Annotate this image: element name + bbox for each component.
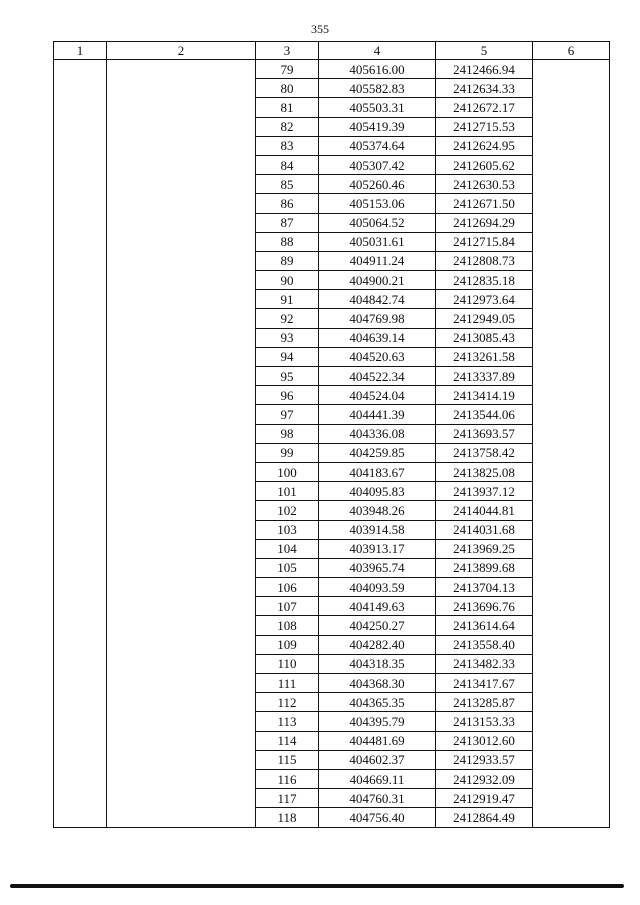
x-coordinate-cell: 403948.26 <box>319 501 436 520</box>
point-number-cell: 98 <box>256 424 319 443</box>
x-coordinate-cell: 404250.27 <box>319 616 436 635</box>
x-coordinate-cell: 404522.34 <box>319 367 436 386</box>
x-coordinate-cell: 404602.37 <box>319 750 436 769</box>
x-coordinate-cell: 404769.98 <box>319 309 436 328</box>
point-number-cell: 114 <box>256 731 319 750</box>
point-number-cell: 80 <box>256 79 319 98</box>
point-number-cell: 88 <box>256 232 319 251</box>
y-coordinate-cell: 2413417.67 <box>436 674 533 693</box>
point-number-cell: 108 <box>256 616 319 635</box>
y-coordinate-cell: 2412694.29 <box>436 213 533 232</box>
y-coordinate-cell: 2412671.50 <box>436 194 533 213</box>
x-coordinate-cell: 404259.85 <box>319 443 436 462</box>
point-number-cell: 84 <box>256 155 319 174</box>
y-coordinate-cell: 2413825.08 <box>436 462 533 481</box>
x-coordinate-cell: 404756.40 <box>319 808 436 827</box>
column-1-cell <box>54 60 107 828</box>
y-coordinate-cell: 2413696.76 <box>436 597 533 616</box>
x-coordinate-cell: 404282.40 <box>319 635 436 654</box>
point-number-cell: 87 <box>256 213 319 232</box>
x-coordinate-cell: 404639.14 <box>319 328 436 347</box>
y-coordinate-cell: 2412808.73 <box>436 251 533 270</box>
x-coordinate-cell: 404900.21 <box>319 271 436 290</box>
x-coordinate-cell: 404669.11 <box>319 769 436 788</box>
y-coordinate-cell: 2412932.09 <box>436 769 533 788</box>
x-coordinate-cell: 403965.74 <box>319 558 436 577</box>
point-number-cell: 86 <box>256 194 319 213</box>
x-coordinate-cell: 404441.39 <box>319 405 436 424</box>
x-coordinate-cell: 404524.04 <box>319 386 436 405</box>
y-coordinate-cell: 2412835.18 <box>436 271 533 290</box>
column-header: 1 <box>54 42 107 60</box>
point-number-cell: 107 <box>256 597 319 616</box>
y-coordinate-cell: 2413544.06 <box>436 405 533 424</box>
point-number-cell: 118 <box>256 808 319 827</box>
point-number-cell: 81 <box>256 98 319 117</box>
x-coordinate-cell: 404368.30 <box>319 674 436 693</box>
y-coordinate-cell: 2412715.53 <box>436 117 533 136</box>
y-coordinate-cell: 2413758.42 <box>436 443 533 462</box>
y-coordinate-cell: 2413704.13 <box>436 578 533 597</box>
x-coordinate-cell: 404336.08 <box>319 424 436 443</box>
x-coordinate-cell: 405307.42 <box>319 155 436 174</box>
point-number-cell: 103 <box>256 520 319 539</box>
x-coordinate-cell: 405064.52 <box>319 213 436 232</box>
column-header: 6 <box>533 42 610 60</box>
column-6-cell <box>533 60 610 828</box>
x-coordinate-cell: 404842.74 <box>319 290 436 309</box>
y-coordinate-cell: 2412672.17 <box>436 98 533 117</box>
x-coordinate-cell: 404318.35 <box>319 654 436 673</box>
y-coordinate-cell: 2413085.43 <box>436 328 533 347</box>
x-coordinate-cell: 404395.79 <box>319 712 436 731</box>
y-coordinate-cell: 2412949.05 <box>436 309 533 328</box>
header-row <box>54 42 610 60</box>
point-number-cell: 109 <box>256 635 319 654</box>
table-body <box>54 60 610 828</box>
column-header: 2 <box>107 42 256 60</box>
point-number-cell: 112 <box>256 693 319 712</box>
point-number-cell: 90 <box>256 271 319 290</box>
x-coordinate-cell: 403914.58 <box>319 520 436 539</box>
y-coordinate-cell: 2412634.33 <box>436 79 533 98</box>
y-coordinate-cell: 2413285.87 <box>436 693 533 712</box>
coordinates-table <box>53 41 610 828</box>
x-coordinate-cell: 405419.39 <box>319 117 436 136</box>
y-coordinate-cell: 2413153.33 <box>436 712 533 731</box>
point-number-cell: 94 <box>256 347 319 366</box>
x-coordinate-cell: 404093.59 <box>319 578 436 597</box>
point-number-cell: 100 <box>256 462 319 481</box>
x-coordinate-cell: 404095.83 <box>319 482 436 501</box>
x-coordinate-cell: 405374.64 <box>319 136 436 155</box>
column-header: 5 <box>436 42 533 60</box>
y-coordinate-cell: 2412919.47 <box>436 789 533 808</box>
point-number-cell: 92 <box>256 309 319 328</box>
x-coordinate-cell: 404911.24 <box>319 251 436 270</box>
point-number-cell: 82 <box>256 117 319 136</box>
point-number-cell: 79 <box>256 60 319 79</box>
point-number-cell: 93 <box>256 328 319 347</box>
column-2-cell <box>107 60 256 828</box>
point-number-cell: 104 <box>256 539 319 558</box>
point-number-cell: 97 <box>256 405 319 424</box>
x-coordinate-cell: 405503.31 <box>319 98 436 117</box>
x-coordinate-cell: 404481.69 <box>319 731 436 750</box>
bottom-rule <box>10 884 624 888</box>
y-coordinate-cell: 2414031.68 <box>436 520 533 539</box>
column-header: 3 <box>256 42 319 60</box>
y-coordinate-cell: 2412933.57 <box>436 750 533 769</box>
table-row <box>54 60 610 79</box>
y-coordinate-cell: 2413414.19 <box>436 386 533 405</box>
x-coordinate-cell: 404183.67 <box>319 462 436 481</box>
y-coordinate-cell: 2413969.25 <box>436 539 533 558</box>
point-number-cell: 83 <box>256 136 319 155</box>
page-number: 355 <box>311 22 329 36</box>
point-number-cell: 102 <box>256 501 319 520</box>
point-number-cell: 106 <box>256 578 319 597</box>
point-number-cell: 95 <box>256 367 319 386</box>
x-coordinate-cell: 405616.00 <box>319 60 436 79</box>
point-number-cell: 116 <box>256 769 319 788</box>
x-coordinate-cell: 404520.63 <box>319 347 436 366</box>
point-number-cell: 113 <box>256 712 319 731</box>
y-coordinate-cell: 2413482.33 <box>436 654 533 673</box>
y-coordinate-cell: 2412466.94 <box>436 60 533 79</box>
point-number-cell: 96 <box>256 386 319 405</box>
point-number-cell: 117 <box>256 789 319 808</box>
y-coordinate-cell: 2412605.62 <box>436 155 533 174</box>
x-coordinate-cell: 404149.63 <box>319 597 436 616</box>
y-coordinate-cell: 2413899.68 <box>436 558 533 577</box>
y-coordinate-cell: 2412973.64 <box>436 290 533 309</box>
x-coordinate-cell: 404760.31 <box>319 789 436 808</box>
y-coordinate-cell: 2413012.60 <box>436 731 533 750</box>
point-number-cell: 115 <box>256 750 319 769</box>
x-coordinate-cell: 404365.35 <box>319 693 436 712</box>
x-coordinate-cell: 405582.83 <box>319 79 436 98</box>
y-coordinate-cell: 2413337.89 <box>436 367 533 386</box>
column-header: 4 <box>319 42 436 60</box>
point-number-cell: 105 <box>256 558 319 577</box>
point-number-cell: 91 <box>256 290 319 309</box>
x-coordinate-cell: 403913.17 <box>319 539 436 558</box>
x-coordinate-cell: 405153.06 <box>319 194 436 213</box>
y-coordinate-cell: 2412630.53 <box>436 175 533 194</box>
y-coordinate-cell: 2413261.58 <box>436 347 533 366</box>
x-coordinate-cell: 405031.61 <box>319 232 436 251</box>
y-coordinate-cell: 2413693.57 <box>436 424 533 443</box>
point-number-cell: 110 <box>256 654 319 673</box>
y-coordinate-cell: 2412624.95 <box>436 136 533 155</box>
point-number-cell: 85 <box>256 175 319 194</box>
y-coordinate-cell: 2412864.49 <box>436 808 533 827</box>
y-coordinate-cell: 2413558.40 <box>436 635 533 654</box>
y-coordinate-cell: 2413614.64 <box>436 616 533 635</box>
point-number-cell: 101 <box>256 482 319 501</box>
point-number-cell: 99 <box>256 443 319 462</box>
x-coordinate-cell: 405260.46 <box>319 175 436 194</box>
y-coordinate-cell: 2412715.84 <box>436 232 533 251</box>
point-number-cell: 89 <box>256 251 319 270</box>
point-number-cell: 111 <box>256 674 319 693</box>
y-coordinate-cell: 2414044.81 <box>436 501 533 520</box>
y-coordinate-cell: 2413937.12 <box>436 482 533 501</box>
